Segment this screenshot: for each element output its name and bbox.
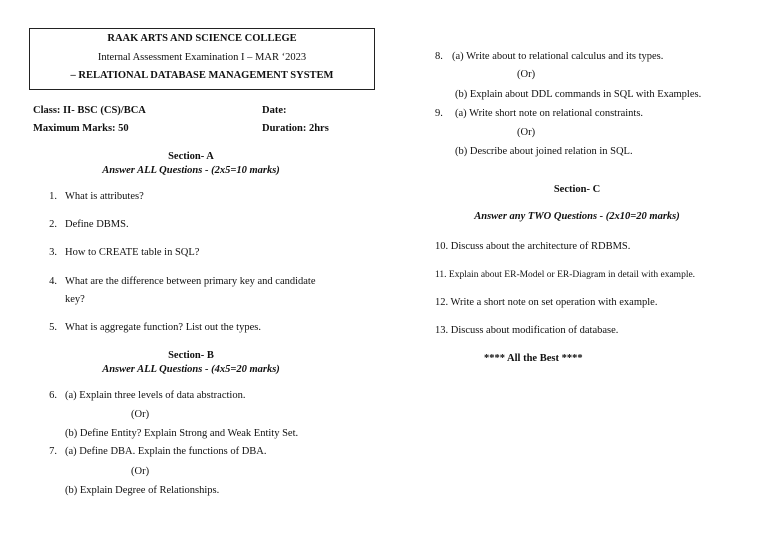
question-part-b: (b) Describe about joined relation in SQL.: [455, 146, 633, 157]
duration-label: Duration: 2hrs: [262, 123, 329, 134]
question-text: 10. Discuss about the architecture of RDBMS.: [435, 241, 631, 252]
question-text: Define DBMS.: [65, 219, 129, 230]
question-number: 4.: [49, 276, 57, 287]
class-label: Class: II- BSC (CS)/BCA: [33, 105, 146, 116]
or-separator: (Or): [131, 466, 150, 477]
footer-wish: **** All the Best ****: [484, 353, 583, 364]
question-text: What is aggregate function? List out the types.: [65, 322, 261, 333]
question-text: 11. Explain about ER-Model or ER-Diagram in detail with example.: [435, 270, 696, 280]
or-separator: (Or): [131, 409, 150, 420]
section-c-title: Section- C: [553, 184, 601, 195]
question-text: What is attributes?: [65, 191, 144, 202]
header-box: [29, 28, 375, 90]
question-part-b: (b) Explain Degree of Relationships.: [65, 485, 220, 496]
question-part-a: (a) Write short note on relational constraints.: [455, 108, 644, 119]
question-text-continued: key?: [65, 294, 85, 305]
question-number: 1.: [49, 191, 57, 202]
question-text: What are the difference between primary key and candidate: [65, 276, 316, 287]
section-a-instruction: Answer ALL Questions - (2x5=10 marks): [102, 165, 280, 176]
question-number: 8.: [435, 51, 443, 62]
question-number: 3.: [49, 247, 57, 258]
question-part-b: (b) Define Entity? Explain Strong and Weak Entity Set.: [65, 428, 299, 439]
section-c-instruction: Answer any TWO Questions - (2x10=20 marks): [474, 211, 680, 222]
question-text: 12. Write a short note on set operation with example.: [435, 297, 658, 308]
question-number: 5.: [49, 322, 57, 333]
max-marks-label: Maximum Marks: 50: [33, 123, 129, 134]
section-a-title: Section- A: [168, 151, 214, 162]
question-text: How to CREATE table in SQL?: [65, 247, 200, 258]
or-separator: (Or): [517, 127, 536, 138]
exam-title: Internal Assessment Examination I – MAR ‘2023: [97, 52, 307, 63]
subject-title: – RELATIONAL DATABASE MANAGEMENT SYSTEM: [70, 70, 334, 81]
question-part-a: (a) Explain three levels of data abstraction.: [65, 390, 246, 401]
section-b-title: Section- B: [168, 350, 214, 361]
question-part-a: (a) Write about to relational calculus and its types.: [452, 51, 664, 62]
question-text: 13. Discuss about modification of database.: [435, 325, 619, 336]
question-number: 2.: [49, 219, 57, 230]
date-label: Date:: [262, 105, 287, 116]
question-part-b: (b) Explain about DDL commands in SQL with Examples.: [455, 89, 702, 100]
question-part-a: (a) Define DBA. Explain the functions of DBA.: [65, 446, 267, 457]
college-name: RAAK ARTS AND SCIENCE COLLEGE: [107, 33, 297, 44]
question-number: 9.: [435, 108, 443, 119]
question-number: 6.: [49, 390, 57, 401]
or-separator: (Or): [517, 69, 536, 80]
section-b-instruction: Answer ALL Questions - (4x5=20 marks): [102, 364, 280, 375]
question-number: 7.: [49, 446, 57, 457]
